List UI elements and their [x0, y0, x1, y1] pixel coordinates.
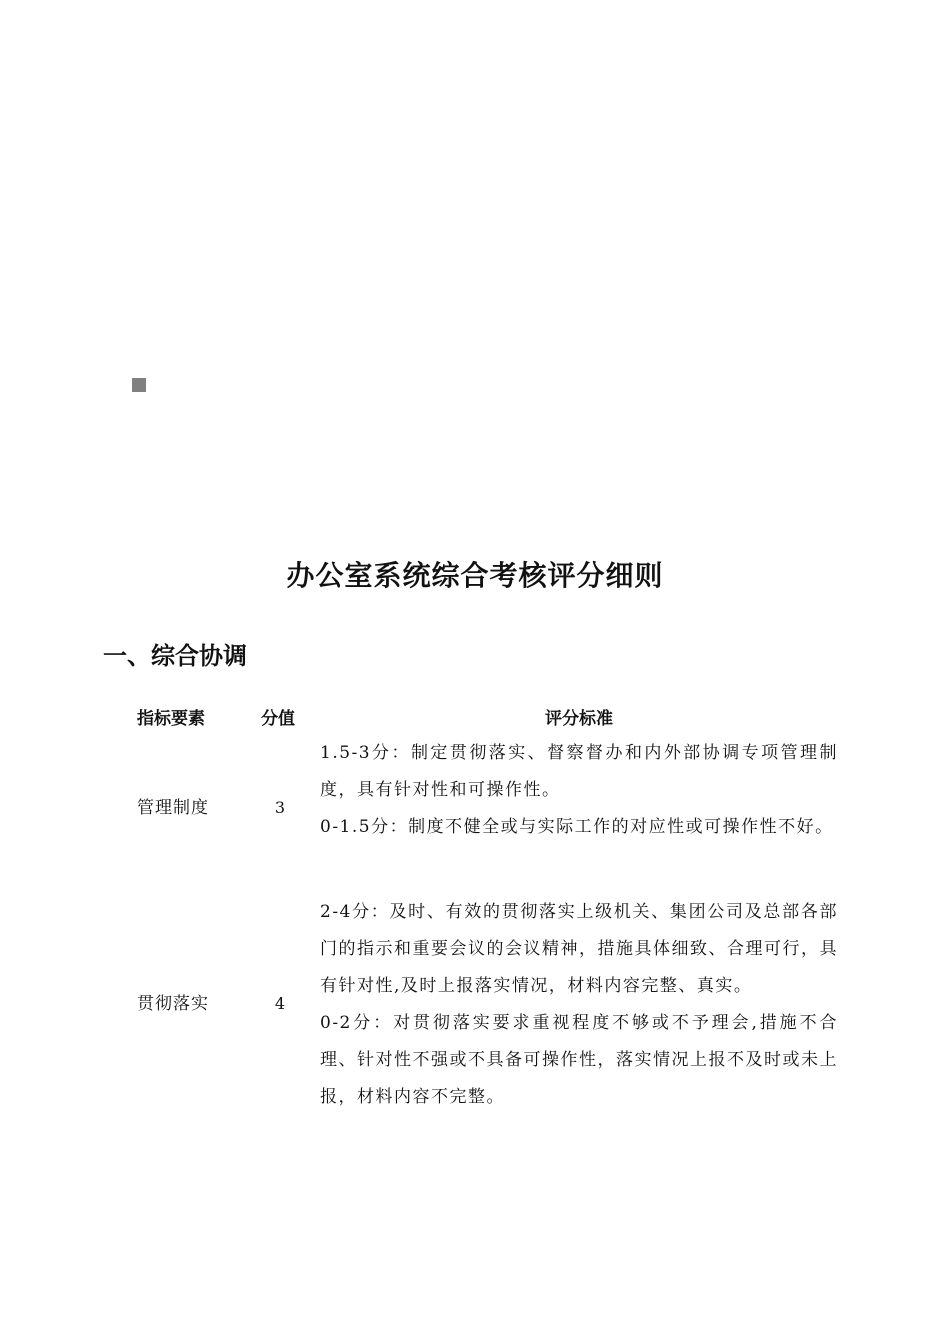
document-title: 办公室系统综合考核评分细则 — [286, 559, 664, 592]
criteria-item: 1.5-3分：制定贯彻落实、督察督办和内外部协调专项管理制度，具有针对性和可操作性。 — [320, 743, 838, 800]
criteria-item: 0-1.5分：制度不健全或与实际工作的对应性或可操作性不好。 — [320, 817, 834, 837]
header-score: 分值 — [261, 709, 295, 729]
row-score: 4 — [274, 994, 286, 1013]
criteria-item: 0-2分：对贯彻落实要求重视程度不够或不予理会,措施不合理、针对性不强或不具备可操作性，落实情况上报不及时或未上报，材料内容不完整。 — [320, 1013, 838, 1107]
row-score: 3 — [274, 798, 286, 817]
row-indicator: 贯彻落实 — [137, 994, 209, 1014]
row-criteria — [320, 894, 838, 1116]
header-indicator: 指标要素 — [137, 709, 205, 729]
square-bullet-icon — [132, 378, 146, 392]
header-criteria: 评分标准 — [545, 709, 613, 729]
criteria-item: 2-4分：及时、有效的贯彻落实上级机关、集团公司及总部各部门的指示和重要会议的会议精神，措施具体细致、合理可行，具有针对性,及时上报落实情况，材料内容完整、真实。 — [320, 902, 838, 996]
section-heading: 一、综合协调 — [103, 641, 247, 670]
row-criteria — [320, 735, 838, 846]
row-indicator: 管理制度 — [137, 798, 209, 818]
